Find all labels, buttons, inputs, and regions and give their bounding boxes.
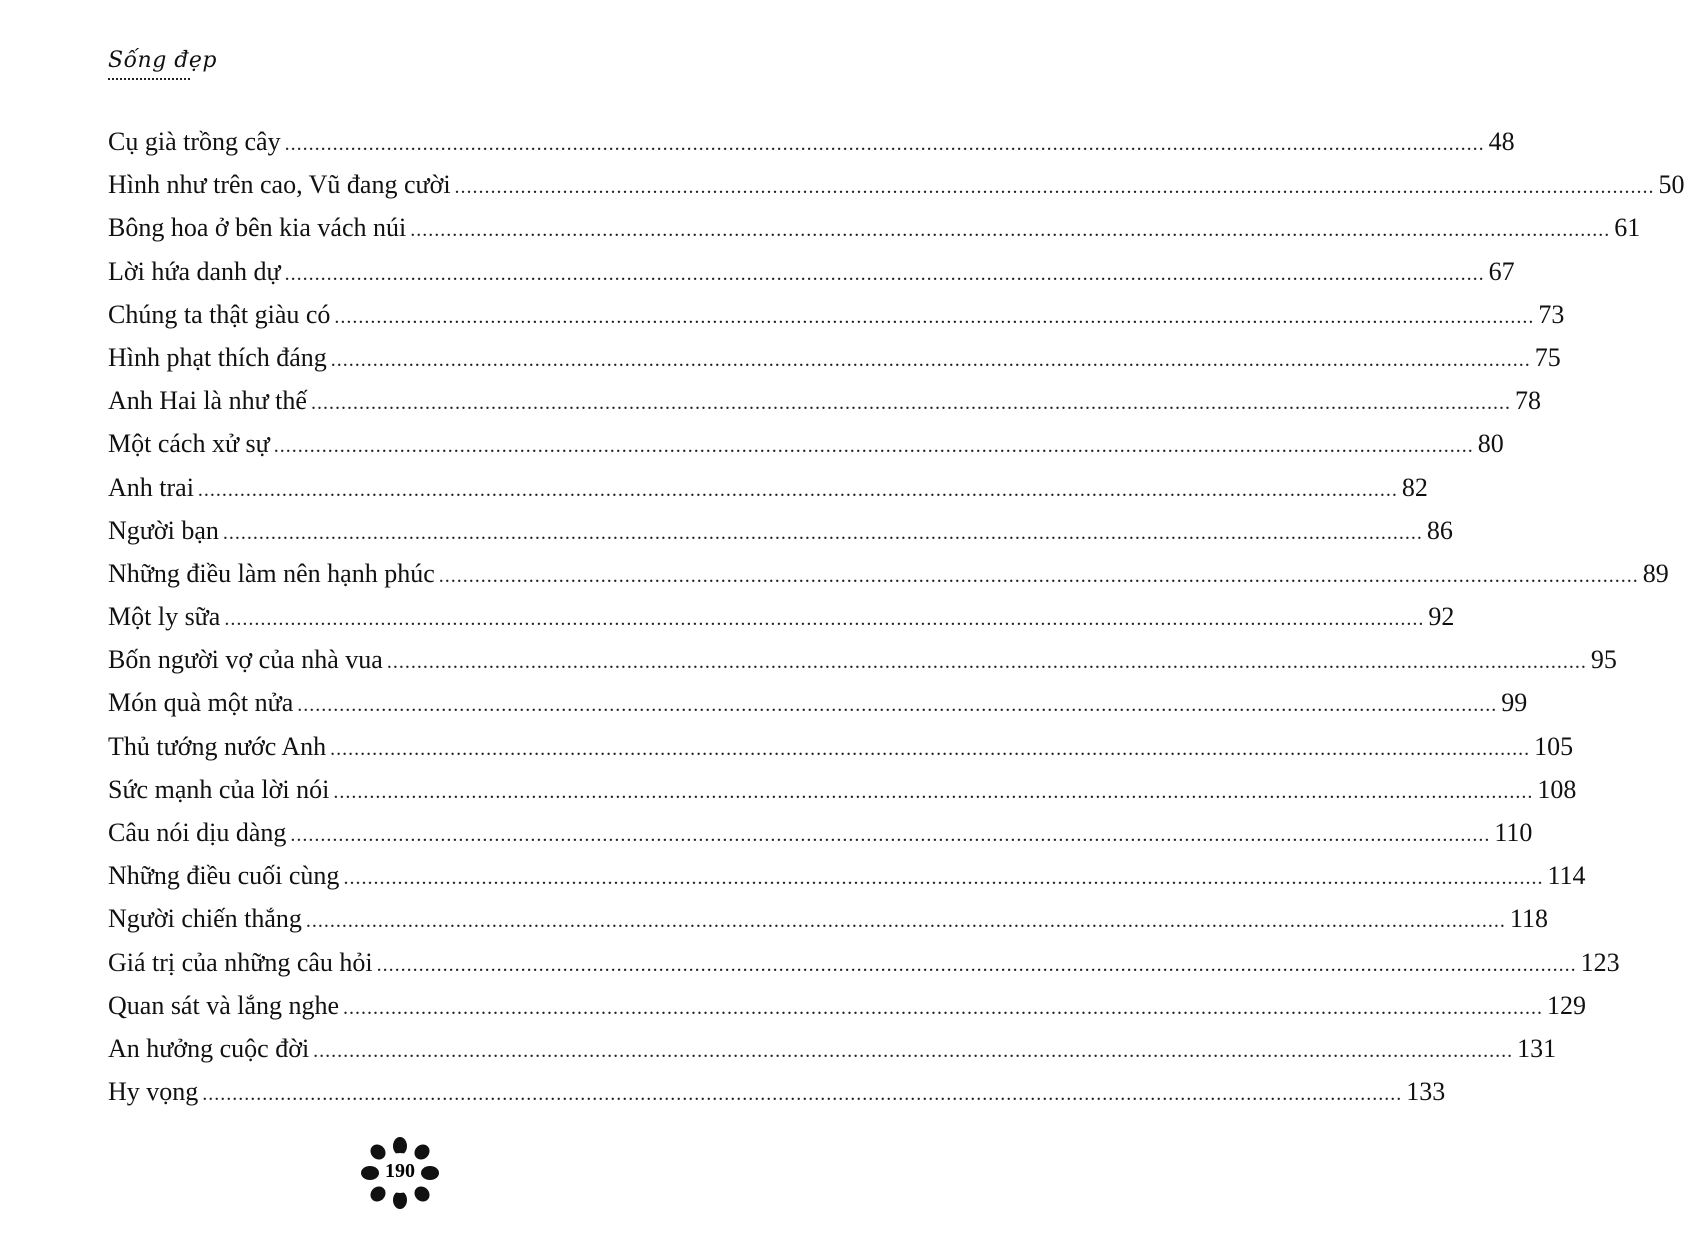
- toc-dot-leader: ........................................................................................................................................................................................................: [313, 1039, 1514, 1062]
- toc-entry: [108, 293, 1565, 336]
- toc-entry: [108, 1070, 1446, 1113]
- toc-entry-page: 73: [1538, 299, 1565, 329]
- toc-entry-page: 131: [1517, 1033, 1557, 1063]
- toc-entry-page: 108: [1537, 774, 1577, 804]
- toc-entry-page: 48: [1488, 127, 1515, 156]
- toc-dot-leader: ........................................................................................................................................................................................................: [454, 176, 1655, 199]
- toc-entry-page: 99: [1501, 688, 1528, 718]
- toc-entry: [108, 509, 1453, 552]
- page-number-badge: [362, 1138, 438, 1208]
- toc-entry-title: Anh trai: [108, 472, 194, 502]
- toc-entry: [108, 595, 1455, 638]
- toc-entry: [108, 120, 1515, 163]
- toc-entry-page: 118: [1509, 904, 1548, 934]
- toc-dot-leader: ........................................................................................................................................................................................................: [284, 262, 1485, 285]
- toc-entry-title: Những điều cuối cùng: [108, 861, 340, 891]
- toc-entry-title: Sức mạnh của lời nói: [108, 774, 330, 804]
- toc-dot-leader: ........................................................................................................................................................................................................: [333, 780, 1534, 803]
- toc-entry-page: 110: [1494, 818, 1533, 847]
- toc-dot-leader: ........................................................................................................................................................................................................: [343, 867, 1544, 890]
- toc-entry-page: 67: [1488, 256, 1515, 286]
- toc-dot-leader: ........................................................................................................................................................................................................: [330, 737, 1531, 760]
- toc-entry-title: Cụ già trồng cây: [108, 127, 281, 156]
- toc-entry-title: Một cách xử sự: [108, 429, 270, 459]
- toc-entry: [108, 984, 1587, 1027]
- toc-entry: [108, 206, 1641, 249]
- toc-dot-leader: ........................................................................................................................................................................................................: [290, 824, 1491, 846]
- toc-entry-title: Anh Hai là như thế: [108, 386, 307, 416]
- toc-entry: [108, 681, 1528, 724]
- toc-dot-leader: ........................................................................................................................................................................................................: [197, 478, 1398, 501]
- toc-entry: [108, 163, 1685, 206]
- toc-entry: [108, 811, 1533, 854]
- toc-dot-leader: ........................................................................................................................................................................................................: [334, 305, 1535, 328]
- toc-entry-title: Quan sát và lắng nghe: [108, 990, 340, 1020]
- toc-dot-leader: ........................................................................................................................................................................................................: [305, 910, 1506, 933]
- toc-entry: [108, 466, 1428, 509]
- toc-entry: [108, 422, 1504, 465]
- toc-entry: [108, 854, 1586, 897]
- toc-entry-page: 82: [1401, 472, 1428, 502]
- toc-entry-title: Lời hứa danh dự: [108, 256, 281, 286]
- toc-entry: [108, 552, 1669, 595]
- toc-entry-title: Người bạn: [108, 515, 219, 545]
- toc-entry: [108, 638, 1617, 681]
- toc-dot-leader: ........................................................................................................................................................................................................: [310, 392, 1511, 415]
- toc-entry-title: Bông hoa ở bên kia vách núi: [108, 213, 407, 243]
- toc-dot-leader: ........................................................................................................................................................................................................: [410, 219, 1611, 242]
- toc-entry: [108, 725, 1574, 768]
- toc-entry-page: 114: [1547, 861, 1586, 891]
- toc-entry-title: An hưởng cuộc đời: [108, 1033, 310, 1063]
- table-of-contents: [108, 120, 1685, 1113]
- toc-entry-page: 86: [1426, 515, 1453, 545]
- toc-dot-leader: ........................................................................................................................................................................................................: [330, 348, 1531, 371]
- toc-entry-title: Người chiến thắng: [108, 904, 302, 934]
- toc-dot-leader: ........................................................................................................................................................................................................: [273, 435, 1474, 458]
- toc-entry-page: 75: [1534, 342, 1561, 372]
- header-dotted-underline: [108, 78, 190, 80]
- toc-entry: [108, 336, 1561, 379]
- toc-entry-page: 50: [1658, 170, 1685, 200]
- toc-entry: [108, 379, 1541, 422]
- toc-entry-page: 92: [1428, 602, 1455, 632]
- toc-entry-title: Thủ tướng nước Anh: [108, 731, 327, 761]
- toc-entry-page: 95: [1590, 645, 1617, 675]
- toc-entry-title: Món quà một nửa: [108, 688, 294, 718]
- toc-entry: [108, 250, 1515, 293]
- toc-entry-page: 78: [1514, 386, 1541, 416]
- toc-entry-title: Hy vọng: [108, 1077, 199, 1107]
- toc-entry-title: Hình phạt thích đáng: [108, 342, 327, 372]
- toc-entry-title: Những điều làm nên hạnh phúc: [108, 558, 435, 588]
- toc-dot-leader: ........................................................................................................................................................................................................: [438, 564, 1639, 587]
- toc-entry-title: Hình như trên cao, Vũ đang cười: [108, 170, 451, 200]
- toc-entry-title: Một ly sữa: [108, 602, 221, 632]
- toc-entry-page: 123: [1580, 947, 1620, 977]
- page-number: 190: [385, 1160, 415, 1182]
- toc-entry-title: Câu nói dịu dàng: [108, 818, 287, 847]
- toc-entry-page: 129: [1547, 990, 1587, 1020]
- toc-dot-leader: ........................................................................................................................................................................................................: [376, 953, 1577, 976]
- toc-dot-leader: ........................................................................................................................................................................................................: [386, 651, 1587, 674]
- toc-entry-page: 61: [1614, 213, 1641, 243]
- toc-dot-leader: ........................................................................................................................................................................................................: [284, 133, 1485, 155]
- toc-dot-leader: ........................................................................................................................................................................................................: [297, 694, 1498, 717]
- toc-dot-leader: ........................................................................................................................................................................................................: [343, 996, 1544, 1019]
- toc-entry: [108, 941, 1620, 984]
- toc-entry-page: 89: [1642, 558, 1669, 588]
- toc-entry-title: Chúng ta thật giàu có: [108, 299, 331, 329]
- running-header: Sống đẹp: [108, 48, 217, 73]
- toc-entry-page: 80: [1477, 429, 1504, 459]
- toc-entry: [108, 768, 1577, 811]
- toc-entry: [108, 897, 1548, 940]
- toc-entry: [108, 1027, 1557, 1070]
- toc-entry-page: 133: [1406, 1077, 1446, 1107]
- toc-dot-leader: ........................................................................................................................................................................................................: [222, 521, 1423, 544]
- toc-dot-leader: ........................................................................................................................................................................................................: [202, 1083, 1403, 1106]
- toc-entry-page: 105: [1534, 731, 1574, 761]
- toc-entry-title: Bốn người vợ của nhà vua: [108, 645, 383, 675]
- toc-dot-leader: ........................................................................................................................................................................................................: [224, 608, 1425, 631]
- toc-entry-title: Giá trị của những câu hỏi: [108, 947, 373, 977]
